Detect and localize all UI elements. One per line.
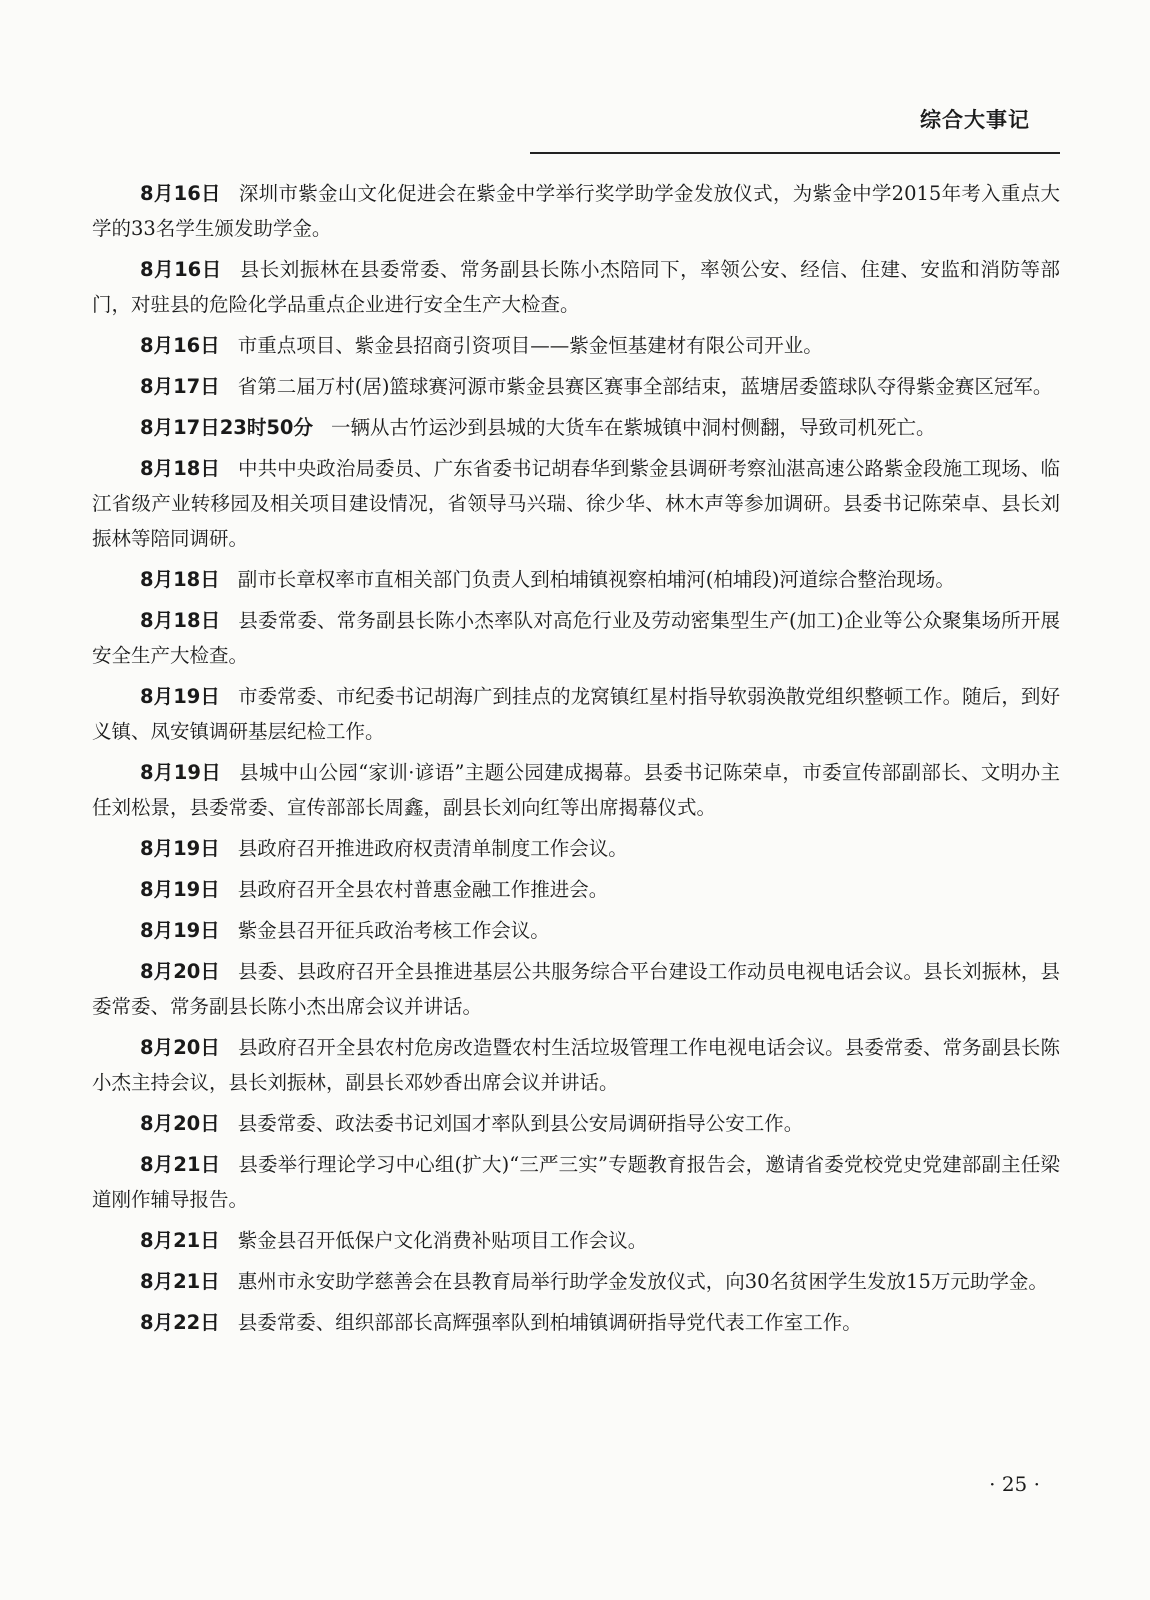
entry-text: 紫金县召开征兵政治考核工作会议。 bbox=[237, 919, 550, 942]
entry-date: 8月22日 bbox=[140, 1311, 220, 1334]
entry-date: 8月19日 bbox=[140, 878, 220, 901]
entry-text: 一辆从古竹运沙到县城的大货车在紫城镇中洞村侧翻，导致司机死亡。 bbox=[330, 416, 936, 439]
chronicle-entries bbox=[92, 176, 1060, 1346]
entry-text: 县委常委、组织部部长高辉强率队到柏埔镇调研指导党代表工作室工作。 bbox=[237, 1311, 862, 1334]
entry-date: 8月21日 bbox=[140, 1229, 220, 1252]
entry-date: 8月17日 bbox=[140, 375, 220, 398]
entry-date: 8月16日 bbox=[140, 182, 221, 205]
entry-date: 8月18日 bbox=[140, 609, 221, 632]
chronicle-entry bbox=[92, 451, 1060, 556]
entry-date: 8月18日 bbox=[140, 568, 220, 591]
chronicle-entry bbox=[92, 252, 1060, 322]
chronicle-entry bbox=[92, 1106, 1060, 1141]
entry-date: 8月17日23时50分 bbox=[140, 416, 313, 439]
entry-text: 县长刘振林在县委常委、常务副县长陈小杰陪同下，率领公安、经信、住建、安监和消防等部门，对驻县的危险化学品重点企业进行安全生产大检查。 bbox=[92, 258, 1060, 316]
entry-text: 紫金县召开低保户文化消费补贴项目工作会议。 bbox=[237, 1229, 648, 1252]
chronicle-entry bbox=[92, 831, 1060, 866]
entry-text: 县委举行理论学习中心组(扩大)“三严三实”专题教育报告会，邀请省委党校党史党建部副主任梁道刚作辅导报告。 bbox=[92, 1153, 1060, 1211]
chronicle-entry bbox=[92, 410, 1060, 445]
chronicle-entry bbox=[92, 369, 1060, 404]
entry-date: 8月20日 bbox=[140, 1036, 220, 1059]
entry-date: 8月19日 bbox=[140, 837, 220, 860]
page-number: · 25 · bbox=[989, 1472, 1040, 1496]
chronicle-entry bbox=[92, 679, 1060, 749]
chronicle-entry bbox=[92, 755, 1060, 825]
entry-date: 8月20日 bbox=[140, 1112, 220, 1135]
entry-text: 副市长章权率市直相关部门负责人到柏埔镇视察柏埔河(柏埔段)河道综合整治现场。 bbox=[237, 568, 955, 591]
entry-text: 县委、县政府召开全县推进基层公共服务综合平台建设工作动员电视电话会议。县长刘振林，县委常委、常务副县长陈小杰出席会议并讲话。 bbox=[92, 960, 1060, 1018]
entry-date: 8月19日 bbox=[140, 761, 222, 784]
entry-text: 县政府召开全县农村普惠金融工作推进会。 bbox=[237, 878, 609, 901]
chronicle-entry bbox=[92, 562, 1060, 597]
entry-text: 县政府召开全县农村危房改造暨农村生活垃圾管理工作电视电话会议。县委常委、常务副县长陈小杰主持会议，县长刘振林，副县长邓妙香出席会议并讲话。 bbox=[92, 1036, 1060, 1094]
entry-text: 县委常委、常务副县长陈小杰率队对高危行业及劳动密集型生产(加工)企业等公众聚集场所开展安全生产大检查。 bbox=[92, 609, 1060, 667]
page-header bbox=[530, 100, 1060, 154]
chronicle-entry bbox=[92, 913, 1060, 948]
chronicle-entry bbox=[92, 1030, 1060, 1100]
entry-text: 县委常委、政法委书记刘国才率队到县公安局调研指导公安工作。 bbox=[237, 1112, 804, 1135]
entry-date: 8月21日 bbox=[140, 1153, 221, 1176]
section-title: 综合大事记 bbox=[920, 108, 1030, 132]
entry-date: 8月16日 bbox=[140, 334, 220, 357]
entry-text: 省第二届万村(居)篮球赛河源市紫金县赛区赛事全部结束，蓝塘居委篮球队夺得紫金赛区冠军。 bbox=[237, 375, 1053, 398]
chronicle-entry bbox=[92, 603, 1060, 673]
entry-date: 8月18日 bbox=[140, 457, 220, 480]
chronicle-entry bbox=[92, 328, 1060, 363]
chronicle-entry bbox=[92, 1223, 1060, 1258]
entry-text: 深圳市紫金山文化促进会在紫金中学举行奖学助学金发放仪式，为紫金中学2015年考入重点大学的33名学生颁发助学金。 bbox=[92, 182, 1060, 240]
entry-date: 8月19日 bbox=[140, 685, 220, 708]
entry-text: 市委常委、市纪委书记胡海广到挂点的龙窝镇红星村指导软弱涣散党组织整顿工作。随后，到好义镇、凤安镇调研基层纪检工作。 bbox=[92, 685, 1060, 743]
entry-text: 县政府召开推进政府权责清单制度工作会议。 bbox=[237, 837, 628, 860]
entry-text: 惠州市永安助学慈善会在县教育局举行助学金发放仪式，向30名贫困学生发放15万元助学金。 bbox=[237, 1270, 1048, 1293]
entry-text: 市重点项目、紫金县招商引资项目——紫金恒基建材有限公司开业。 bbox=[237, 334, 823, 357]
chronicle-entry bbox=[92, 872, 1060, 907]
entry-date: 8月20日 bbox=[140, 960, 220, 983]
entry-text: 中共中央政治局委员、广东省委书记胡春华到紫金县调研考察汕湛高速公路紫金段施工现场、临江省级产业转移园及相关项目建设情况，省领导马兴瑞、徐少华、林木声等参加调研。县委书记陈荣卓、县长刘振林等陪同调研。 bbox=[92, 457, 1060, 550]
entry-text: 县城中山公园“家训·谚语”主题公园建成揭幕。县委书记陈荣卓，市委宣传部副部长、文明办主任刘松景，县委常委、宣传部部长周鑫，副县长刘向红等出席揭幕仪式。 bbox=[92, 761, 1060, 819]
entry-date: 8月16日 bbox=[140, 258, 222, 281]
chronicle-entry bbox=[92, 954, 1060, 1024]
chronicle-entry bbox=[92, 1305, 1060, 1340]
chronicle-entry bbox=[92, 1147, 1060, 1217]
entry-date: 8月19日 bbox=[140, 919, 220, 942]
chronicle-entry bbox=[92, 1264, 1060, 1299]
entry-date: 8月21日 bbox=[140, 1270, 220, 1293]
chronicle-entry bbox=[92, 176, 1060, 246]
